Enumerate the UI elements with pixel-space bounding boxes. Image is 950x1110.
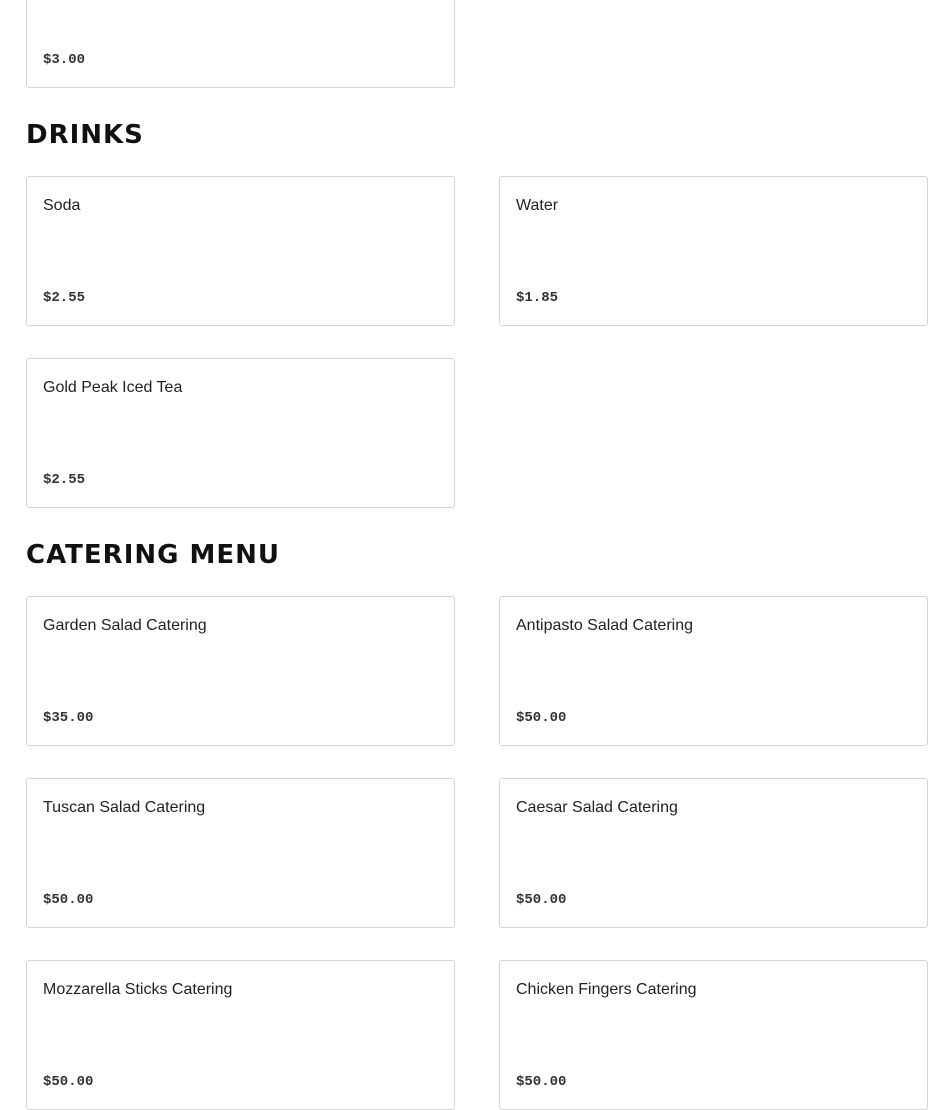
menu-item-card[interactable]	[26, 778, 455, 928]
section-title-drinks: DRINKS	[26, 120, 144, 150]
menu-item-price: $50.00	[516, 710, 567, 726]
menu-item-name: Gold Peak Iced Tea	[43, 379, 183, 396]
menu-item-name: Tuscan Salad Catering	[43, 799, 206, 816]
menu-item-name: Garden Salad Catering	[43, 617, 207, 634]
menu-item-price: $50.00	[43, 1074, 94, 1090]
menu-item-price: $3.00	[43, 52, 86, 68]
menu-item-card[interactable]	[499, 176, 928, 326]
menu-item-price: $1.85	[516, 290, 559, 306]
menu-item-card[interactable]	[26, 0, 455, 88]
menu-item-name: Chicken Fingers Catering	[516, 981, 697, 998]
menu-item-price: $50.00	[516, 1074, 567, 1090]
menu-item-price: $35.00	[43, 710, 94, 726]
menu-item-name: Caesar Salad Catering	[516, 799, 678, 816]
section-title-catering-menu: CATERING MENU	[26, 540, 281, 570]
menu-item-card[interactable]	[26, 596, 455, 746]
menu-item-card[interactable]	[499, 596, 928, 746]
menu-item-price: $2.55	[43, 290, 86, 306]
menu-item-name: Soda	[43, 197, 81, 214]
menu-item-price: $2.55	[43, 472, 86, 488]
menu-item-card[interactable]	[26, 358, 455, 508]
menu-item-price: $50.00	[516, 892, 567, 908]
menu-item-price: $50.00	[43, 892, 94, 908]
menu-item-card[interactable]	[499, 778, 928, 928]
menu-item-name: Water	[516, 197, 559, 214]
menu-item-card[interactable]	[26, 960, 455, 1110]
menu-item-card[interactable]	[26, 176, 455, 326]
menu-item-name: Antipasto Salad Catering	[516, 617, 693, 634]
menu-item-name: Mozzarella Sticks Catering	[43, 981, 233, 998]
menu-item-card[interactable]	[499, 960, 928, 1110]
